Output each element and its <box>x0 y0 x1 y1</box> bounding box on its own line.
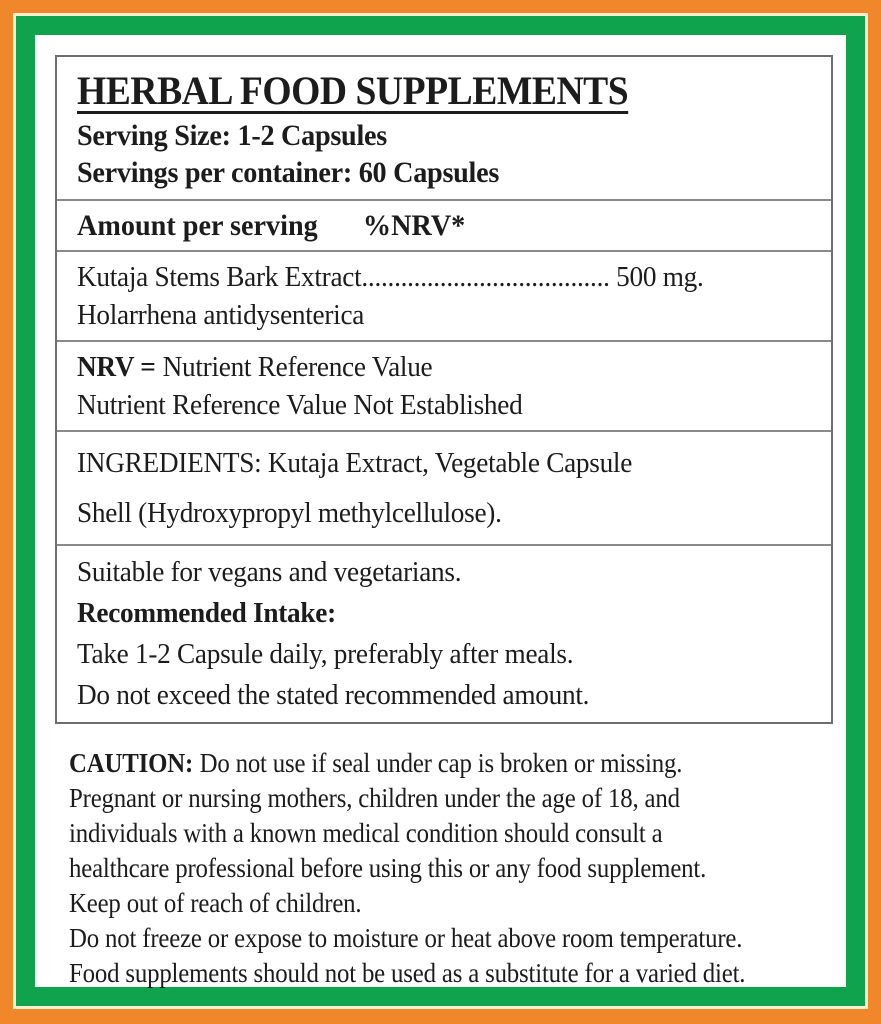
caution-line-2: Pregnant or nursing mothers, children under the age of 18, and <box>69 783 680 813</box>
ingredient-name-amount: Kutaja Stems Bark Extract...................................... 500 mg. <box>77 261 704 293</box>
caution-line-3: individuals with a known medical condition should consult a <box>69 818 663 848</box>
ingredients-row <box>57 430 831 544</box>
nrv-definition-prefix: NRV = <box>77 351 156 383</box>
label-panel <box>35 35 846 987</box>
label-title: HERBAL FOOD SUPPLEMENTS <box>77 68 629 113</box>
nrv-percent-header: %NRV* <box>362 209 466 242</box>
suitability-line: Suitable for vegans and vegetarians. <box>77 556 462 588</box>
ingredients-line-1: INGREDIENTS: Kutaja Extract, Vegetable Capsule <box>77 447 633 479</box>
ingredients-line-2: Shell (Hydroxypropyl methylcellulose). <box>77 497 502 529</box>
nrv-not-established-line: Nutrient Reference Value Not Established <box>77 389 523 421</box>
usage-row <box>57 544 831 722</box>
ingredient-amount-row <box>57 250 831 340</box>
caution-line-5: Keep out of reach of children. <box>69 888 362 918</box>
serving-size-line: Serving Size: 1-2 Capsules <box>77 119 387 152</box>
supplement-facts-box <box>55 55 833 724</box>
servings-per-container-line: Servings per container: 60 Capsules <box>77 156 500 189</box>
amount-per-serving-header: Amount per serving <box>77 209 318 242</box>
caution-line-4: healthcare professional before using this or any food supplement. <box>69 853 707 883</box>
nrv-definition-row <box>57 340 831 430</box>
caution-prefix: CAUTION: <box>69 748 194 778</box>
ingredient-botanical-name: Holarrhena antidysenterica <box>77 299 365 331</box>
facts-header-row <box>57 57 831 199</box>
amount-per-serving-row <box>57 199 831 250</box>
nrv-definition-rest: Nutrient Reference Value <box>162 351 433 383</box>
intake-warning-line: Do not exceed the stated recommended amount. <box>77 679 590 711</box>
recommended-intake-heading: Recommended Intake: <box>77 597 336 629</box>
caution-line-7: Food supplements should not be used as a substitute for a varied diet. <box>69 958 746 988</box>
label-frame <box>16 16 865 1006</box>
intake-instruction-line: Take 1-2 Capsule daily, preferably after meals. <box>77 638 574 670</box>
caution-line-1: Do not use if seal under cap is broken or missing. <box>199 748 683 778</box>
caution-section <box>69 746 784 991</box>
caution-line-6: Do not freeze or expose to moisture or heat above room temperature. <box>69 923 743 953</box>
